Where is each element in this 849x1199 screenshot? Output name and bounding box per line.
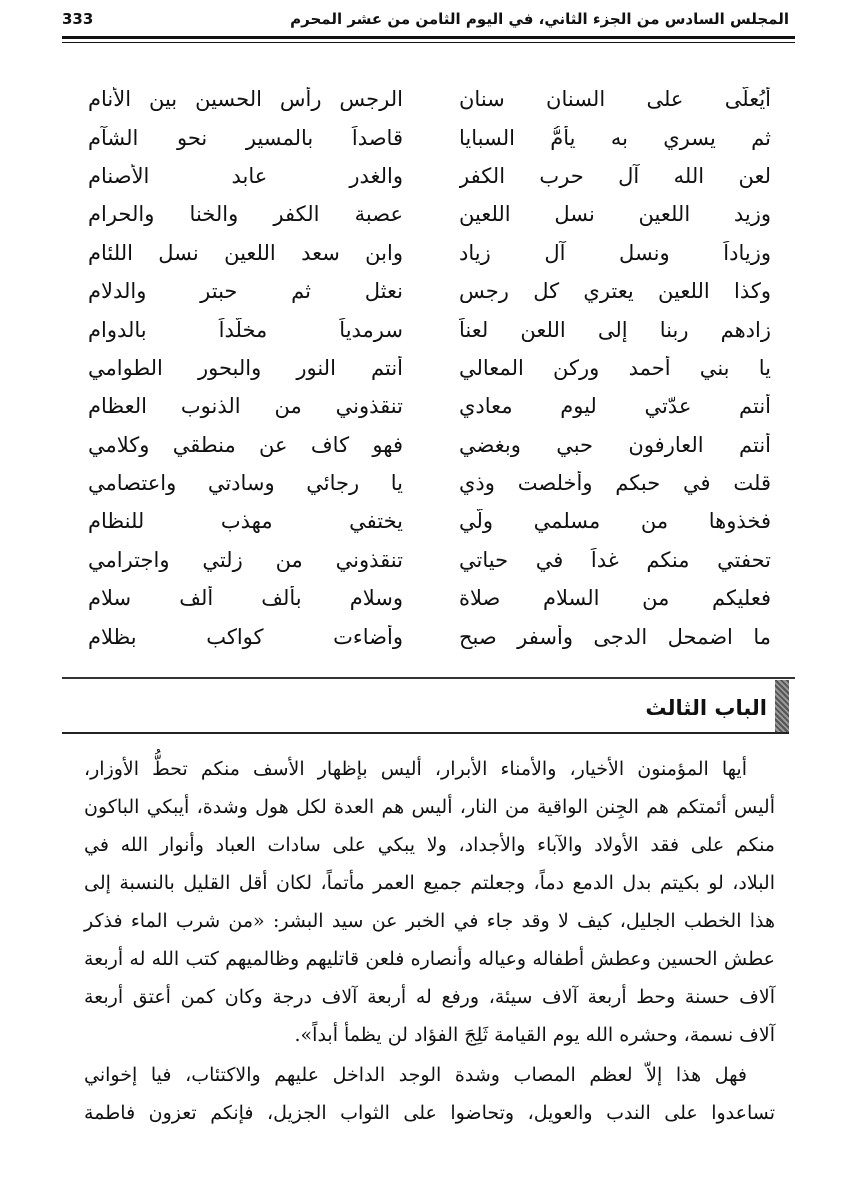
verse — [80, 579, 771, 617]
paragraph-line: هذا الخطب الجليل، كيف لا وقد جاء في الخبر عن سيد البشر: «من شرب الماء فذكر — [84, 910, 775, 932]
verse — [80, 387, 771, 425]
heading-marker — [775, 680, 789, 732]
verse-second-hemistich: فهو كاف عن منطقي وكلامي — [88, 432, 403, 457]
verse-second-hemistich: وسلام بألف ألف سلام — [88, 586, 403, 611]
verse-second-hemistich: سرمدياً مخلَّداً بالدوام — [88, 317, 403, 342]
section-heading — [645, 686, 775, 730]
running-header-title: المجلس السادس من الجزء الثاني، في اليوم الثامن من عشر المحرم — [290, 10, 789, 28]
verse — [80, 118, 771, 156]
verse — [80, 80, 771, 118]
verse-first-hemistich: ثم يسري به يأمُّ السبايا — [459, 125, 771, 150]
verse-first-hemistich: زادهم ربنا إلى اللعن لعناً — [459, 317, 771, 342]
verse-second-hemistich: أنتم النور والبحور الطوامي — [88, 355, 403, 380]
verse — [80, 234, 771, 272]
paragraph-1 — [84, 750, 775, 1054]
verse-second-hemistich: وابن سعد اللعين نسل اللئام — [88, 240, 403, 265]
verse-first-hemistich: لعن الله آل حرب الكفر — [459, 163, 771, 188]
verse-second-hemistich: قاصداً بالمسير نحو الشآم — [88, 125, 403, 150]
verse-first-hemistich: فعليكم من السلام صلاة — [459, 586, 771, 611]
verse — [80, 617, 771, 655]
verse-first-hemistich: وكذا اللعين يعتري كل رجس — [459, 279, 771, 304]
verse — [80, 310, 771, 348]
verse-first-hemistich: تحفتي منكم غداً في حياتي — [459, 547, 771, 572]
verse-second-hemistich: وأضاءت كواكب بظلام — [88, 624, 403, 649]
verse-first-hemistich: أنتم عدّتي ليوم معادي — [459, 394, 771, 419]
paragraph-line: أيها المؤمنون الأخيار، والأمناء الأبرار، أليس بإظهار الأسف منكم تحطُّ الأوزار، — [84, 758, 747, 780]
verse-second-hemistich: عصبة الكفر والخنا والحرام — [88, 202, 403, 227]
page-number: 333 — [62, 10, 94, 28]
verse-second-hemistich: والغدر عابد الأصنام — [88, 163, 403, 188]
verse — [80, 349, 771, 387]
verse-second-hemistich: يختفي مهذب للنظام — [88, 509, 403, 534]
paragraph-line: أليس أئمتكم هم الجِنن الواقية من النار، أليس هم العدة لكل هول وشدة، أيبكي الباكون — [84, 796, 775, 818]
verse — [80, 541, 771, 579]
paragraph-line: فهل هذا إلاّ لعظم المصاب وشدة الوجد الداخل عليهم والاكتئاب، فيا إخواني — [84, 1064, 747, 1086]
verse-first-hemistich: أنتم العارفون حبي وبغضي — [459, 432, 771, 457]
paragraph-line: تساعدوا على الندب والعويل، وتحاضوا على الثواب الجزيل، فإنكم تعزون فاطمة — [84, 1102, 775, 1124]
paragraph-line: البلاد، لو بكيتم بدل الدمع دماً، وجعلتم جميع العمر مأتماً، لكان أقل القليل بالنسبة إلى — [84, 872, 775, 894]
verse — [80, 157, 771, 195]
running-header — [62, 8, 789, 34]
verse-second-hemistich: تنقذوني من الذنوب العظام — [88, 394, 403, 419]
verse-second-hemistich: نعثل ثم حبتر والدلام — [88, 279, 403, 304]
verse-second-hemistich: تنقذوني من زلتي واجترامي — [88, 547, 403, 572]
verse-first-hemistich: قلت في حبكم وأخلصت وذي — [459, 471, 771, 496]
paragraph-line: آلاف نسمة، وحشره الله يوم القيامة ثَلِجَ الفؤاد لن يظمأ أبداً». — [294, 1024, 775, 1046]
paragraph-line: عطش الحسين وعطش أطفاله وعياله وأنصاره فلعن قاتليهم وظالميهم كتب الله له أربعة — [84, 948, 775, 970]
paragraph-2 — [84, 1056, 775, 1132]
verse — [80, 272, 771, 310]
verse — [80, 502, 771, 540]
verse-first-hemistich: وزيد اللعين نسل اللعين — [459, 202, 771, 227]
verse — [80, 195, 771, 233]
paragraph-line: آلاف حسنة وحط أربعة آلاف سيئة، ورفع له أربعة آلاف درجة وكان كمن أعتق أربعة — [84, 986, 775, 1008]
header-divider — [62, 36, 795, 42]
verse-second-hemistich: يا رجائي وسادتي واعتصامي — [88, 471, 403, 496]
verse-first-hemistich: أيُعلَّى على السنان سنان — [459, 87, 771, 112]
verse-first-hemistich: وزياداً ونسل آل زياد — [459, 240, 771, 265]
heading-divider — [62, 732, 789, 734]
verse — [80, 426, 771, 464]
verse-second-hemistich: الرجس رأس الحسين بين الأنام — [88, 87, 403, 112]
verse-first-hemistich: ما اضمحل الدجى وأسفر صبح — [459, 624, 771, 649]
verse-first-hemistich: يا بني أحمد وركن المعالي — [459, 355, 771, 380]
poem — [80, 80, 771, 656]
poem-divider — [62, 677, 795, 679]
section-heading-text: الباب الثالث — [645, 696, 767, 720]
verse-first-hemistich: فخذوها من مسلمي ولّي — [459, 509, 771, 534]
verse — [80, 464, 771, 502]
paragraph-line: منكم على فقد الأولاد والآباء والأجداد، ولا يبكي على سادات العباد وأنوار الله في — [84, 834, 775, 856]
